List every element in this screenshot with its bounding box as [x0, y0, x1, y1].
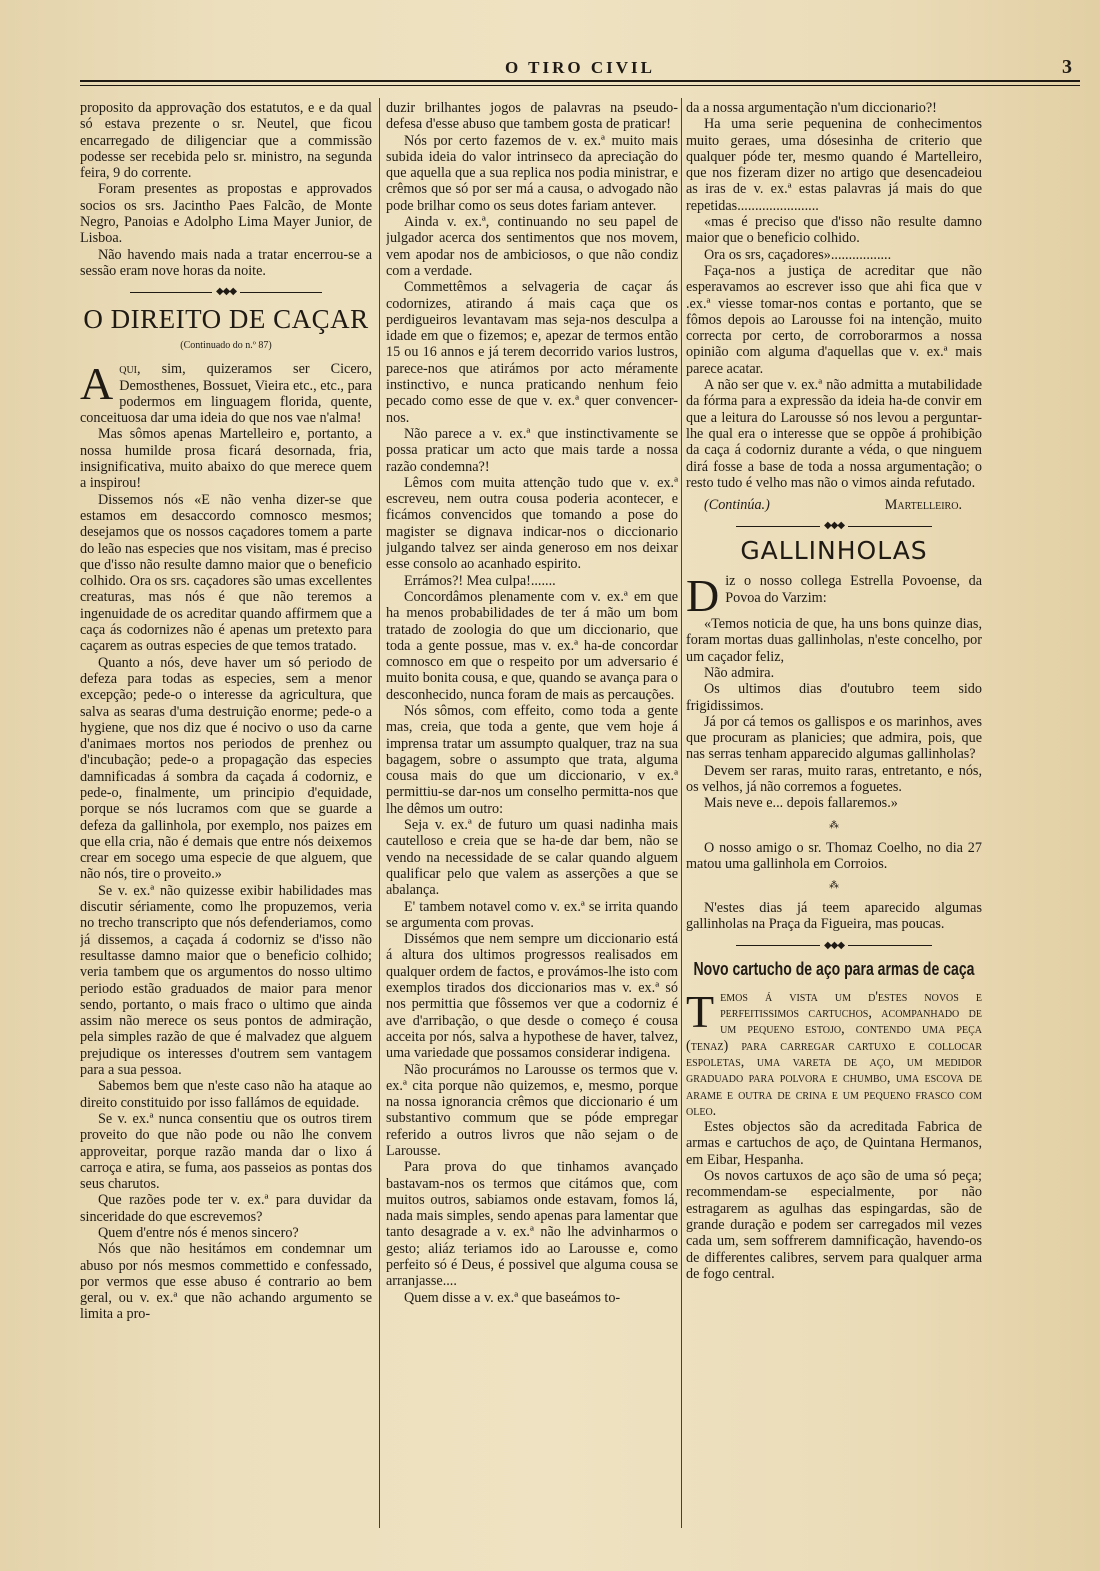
paragraph: Dissemos nós «E não venha dizer-se que estamos em desaccordo comnosco mesmos; desejamos que os nossos caçadores tomem a parte do leão nas especies que nos visitam, mas é preciso que d'isso não resulte damno maior que o beneficio colhido. Ora os srs. caçadores são umas excellentes creaturas, mas nós é que não teremos a ingenuidade de os acreditar quando affirmem que a caça ás codornizes não é apenas um pretexto para caçarem as outras especies de que temos tratado.	[80, 491, 372, 655]
paragraph: Não admira.	[704, 664, 775, 681]
column-1	[80, 100, 372, 1540]
paragraph: Mas sômos apenas Martelleiro e, portanto, a nossa humilde prosa ficará desornada, fria, insignificativa, muito abaixo do que merece quem a inspirou!	[80, 426, 372, 492]
continues-note: (Continúa.)	[704, 497, 770, 514]
paragraph: Devem ser raras, muito raras, entretanto, e nós, os velhos, já não corremos a foguetes.	[686, 762, 982, 795]
column-divider	[681, 98, 682, 1528]
newspaper-title: O TIRO CIVIL	[505, 58, 655, 77]
paragraph: Quem disse a v. ex.ª que baseámos to-	[404, 1289, 621, 1306]
paragraph: Sabemos bem que n'este caso não ha ataque ao direito constituido por isso fallámos de equidade.	[80, 1078, 372, 1111]
paragraph: Que razões pode ter v. ex.ª para duvidar da sinceridade do que escrevemos?	[80, 1192, 372, 1225]
paragraph: Os ultimos dias d'outubro teem sido frigidissimos.	[686, 681, 982, 714]
paragraph: Nós que não hesitámos em condemnar um abuso por nós mesmos commettido e confessado, por vermos que esse abuso é contrario ao bem geral, ou v. ex.ª que não achando argumento se limita a pro-	[80, 1241, 372, 1323]
first-paragraph-text: emos á vista um d'estes novos e perfeitissimos cartuchos, acompanhado de um pequeno estojo, contendo uma peça (tenaz) para carregar cartuxo e collocar espoletas, uma vareta de aço, um medidor graduado para polvora e chumbo, uma escova de arame e outra de crina e um pequeno frasco com oleo.	[686, 988, 982, 1119]
ornament: ◆◆◆	[823, 520, 845, 532]
paragraph: N'estes dias já teem aparecido algumas gallinholas na Praça da Figueira, mas poucas.	[686, 900, 982, 933]
paragraph: A não ser que v. ex.ª não admitta a mutabilidade da fórma para a expressão da ideia ha-de convir em que a leitura do Larousse só nos levou a perguntar-lhe qual era o interesse que se oppõe á prohibição da caça á codorniz durante a véda, o que ninguem dirá fosse a base de toda a nossa argumentação; o resto tudo é velho mas não o vimos ainda refutado.	[686, 377, 982, 491]
paragraph: Nós por certo fazemos de v. ex.ª muito mais subida ideia do valor intrinseco da apreciação do que aquella que a sua replica nos podia ministrar, e crêmos que só por ser má a causa, o advogado não pode brilhar como os seus dotes fariam antever.	[386, 132, 678, 214]
paragraph: Estes objectos são da acreditada Fabrica de armas e cartuchos de aço, de Quintana Hermanos, em Eibar, Hespanha.	[686, 1119, 982, 1168]
page-header	[80, 58, 1080, 88]
author-name: Martelleiro.	[884, 497, 962, 514]
section-stars: ⁂	[829, 819, 839, 831]
paragraph: Não procurámos no Larousse os termos que v. ex.ª cita porque não quizemos, e, mesmo, porque na nossa ignorancia crêmos que diccionario é um substantivo commum que se póde empregar referido a outros livros que não sejam o de Larousse.	[386, 1061, 678, 1159]
paragraph: Commettêmos a selvageria de caçar ás codornizes, atirando á mais caça que os perdigueiros levantavam mas seja-nos desculpa a idade em que o fizemos; e, apezar de termos então 15 ou 16 annos e já terem decorrido varios lustros, parece-nos que atirámos por acto méramente instinctivo, e nunca praticando nenhum feio pecado como esse de que v. ex.ª quer convencer-nos.	[386, 279, 678, 426]
article-heading: O DIREITO DE CAÇAR	[83, 304, 369, 335]
paragraph: «Temos noticia de que, ha uns bons quinze dias, foram mortas duas gallinholas, n'este concelho, por um caçador feliz,	[686, 616, 982, 665]
paragraph: Não parece a v. ex.ª que instinctivamente se possa praticar um acto que mais tarde a nossa razão condemna?!	[386, 425, 678, 475]
first-word: qui,	[119, 361, 141, 378]
first-paragraph	[686, 985, 982, 1119]
paragraph: «mas é preciso que d'isso não resulte damno maior que o beneficio colhido.	[686, 214, 982, 247]
paragraph: O nosso amigo o sr. Thomaz Coelho, no dia 27 matou uma gallinhola em Corroios.	[686, 839, 982, 872]
paragraph: Já por cá temos os gallispos e os marinhos, aves que procuram as planicies; que admira, pois, que nas serras tenham apparecido algumas gallinholas?	[686, 713, 982, 763]
column-divider	[379, 98, 380, 1528]
paragraph: Nós sômos, com effeito, como toda a gente mas, creia, que toda a gente, que vem hoje á imprensa tratar um assumpto qualquer, traz na sua bagagem, sobre o assumpto que trata, alguma cousa mais do que um diccionario, v ex.ª permittiu-se dar-nos um conselho permitta-nos que lhe dêmos um outro:	[386, 702, 678, 817]
paragraph: Se v. ex.ª não quizesse exibir habilidades mas discutir sériamente, como lhe propuzemos, veria no trecho transcripto que nós defenderiamos, como já dissemos, a caçada á codorniz se d'isso não resultasse damno maior que o beneficio colhido; veria tambem que os argumentos do nosso ultimo periodo estão graduados de maior para menor sendo, portanto, o mais fraco o ultimo que ainda assim não merece os seus pontos de admiração, pela simples razão de que é malvadez que alguem prejudique os interesses d'outrem sem vantagem para a sua pessoa.	[80, 882, 372, 1079]
paragraph: Ainda v. ex.ª, continuando no seu papel de julgador acerca dos sentimentos que nos movem, vem apodar nos de ambiciosos, o que não condiz com a verdade.	[386, 214, 678, 279]
article-heading: GALLINHOLAS	[740, 536, 928, 566]
drop-cap: D	[686, 570, 720, 622]
drop-cap: A	[80, 358, 114, 410]
header-rule	[80, 80, 1080, 82]
column-3	[686, 100, 982, 1540]
article-signature	[686, 497, 982, 513]
article-heading: Novo cartucho de aço para armas de caça	[693, 958, 975, 979]
paragraph: Se v. ex.ª nunca consentiu que os outros tirem proveito do que não pode ou não lhe convem approveitar, porque razão manda dar o lixo á carroça e atira, se fuma, aos passeios as pontas dos seus charutos.	[80, 1110, 372, 1193]
paragraph: Seja v. ex.ª de futuro um quasi nadinha mais cautelloso e creia que se ha-de dar bem, não se vendo na necessidade de se calar quando alguem qualificar pelo que valem as asserções a que se abalança.	[386, 817, 678, 899]
paragraph: Errámos?! Mea culpa!.......	[404, 572, 556, 589]
ornament-divider	[130, 287, 322, 297]
first-paragraph	[686, 570, 982, 622]
continuation-note: (Continuado do n.º 87)	[180, 340, 272, 352]
paragraph: Faça-nos a justiça de acreditar que não esperavamos ao escrever isso que ahi fica que v .ex.ª viesse tomar-nos contas e portanto, que se fômos depois ao Larousse foi na intenção, muito correcta por certo, de corroborarmos a nossa opinião com alguma d'aquellas que v. ex.ª mais parece acatar.	[686, 262, 982, 377]
paragraph: Ora os srs, caçadores».................	[704, 246, 892, 263]
paragraph: Dissémos que nem sempre um diccionario está á altura dos ultimos progressos realisados em qualquer ordem de factos, e provámos-lhe isto com exemplos tirados dos diccionarios mas v. ex.ª só nos permittia que fôssemos ver que a codorniz é ave d'arribação, o que desde o começo é cousa acceita por nós, salva a hypothese de haver, talvez, uma variedade que possamos considerar indigena.	[386, 931, 678, 1062]
paragraph: duzir brilhantes jogos de palavras na pseudo-defesa d'esse abuso que tambem gosta de praticar!	[386, 100, 678, 133]
paragraph: Para prova do que tinhamos avançado bastavam-nos os termos que citámos que, com muitos outros, sabiamos onde estavam, fomos lá, nada mais simples, sendo apenas para lamentar que tanto desagrade a v. ex.ª não lhe advinharmos o gesto; aliáz teriamos ido ao Larousse e, como perfeito só é Deus, é possivel que alguma cousa se arranjasse....	[386, 1159, 678, 1290]
paragraph: Mais neve e... depois fallaremos.»	[704, 795, 898, 812]
ornament: ◆◆◆	[823, 939, 845, 951]
paragraph: da a nossa argumentação n'um diccionario?!	[686, 100, 937, 116]
paragraph: proposito da approvação dos estatutos, e e da qual só estava prezente o sr. Neutel, que ficou encarregado de diligenciar que a commissão podesse ser recebida pelo sr. ministro, na segunda feira, 9 do corrente.	[80, 100, 372, 182]
first-paragraph-text: sim, quizeramos ser Cicero, Demosthenes, Bossuet, Vieira etc., etc., para podermos em linguagem florida, quente, conceituosa dar uma ideia do que nos vae n'alma!	[80, 361, 372, 427]
section-stars: ⁂	[829, 880, 839, 892]
column-2	[386, 100, 678, 1540]
ornament-divider	[736, 521, 932, 531]
paragraph: Os novos cartuxos de aço são de uma só peça; recommendam-se especialmente, por não estragarem as agulhas das espingardas, são de grande duração e podem ser carregados mil vezes cada um, sem soffrerem damnificação, havendo-os de differentes calibres, servem para qualquer arma de fogo central.	[686, 1168, 982, 1282]
first-paragraph	[80, 358, 372, 427]
paragraph: Quanto a nós, deve haver um só periodo de defeza para todas as especies, sem a menor excepção; pede-o o interesse da agricultura, que salva as searas d'uma destruição enorme; pede-o a hygiene, que nos diz que é nocivo o uso da carne d'animaes mortos nos periodos de prenhez ou d'incubação; pede-o a propagação das especies damnificadas á sombra da caçada á codorniz, e pede-o, finalmente, um principio d'equidade, porque se nós lucramos com que se guarde a defeza da gallinhola, por exemplo, nos paizes em que ella cria, não é demais que entre nós deixemos crear em socego uma especie de que alguem, que não nós, tire o proveito.»	[80, 654, 372, 883]
paragraph: E' tambem notavel como v. ex.ª se irrita quando se argumenta com provas.	[386, 898, 678, 931]
paragraph: Concordâmos plenamente com v. ex.ª em que ha menos probabilidades de ter á mão um bom tratado de zoologia do que um diccionario, que toda a gente possue, mas v. ex.ª ha-de concordar comnosco em que o respeito por um adversario é muito bonita cousa, e que, quando se avança para o desconhecido, nunca foram de mais as percauções.	[386, 588, 678, 703]
paragraph: Lêmos com muita attenção tudo que v. ex.ª escreveu, nem outra cousa poderia acontecer, e ficámos convencidos que tomando a pose do magister se dignava indicar-nos o diccionario julgando talvez ser ainda generoso em nos deixar esse consolo ao acanhado espirito.	[386, 474, 678, 573]
first-paragraph-text: iz o nosso collega Estrella Povoense, da Povoa do Varzim:	[725, 573, 982, 606]
paragraph: Ha uma serie pequenina de conhecimentos muito geraes, uma dósesinha de criterio que qualquer póde ter, mesmo quando é Martelleiro, que nos fizeram dizer no artigo que desencadeiou as iras de v. ex.ª estas palavras já mais do que repetidas.......................	[686, 116, 982, 214]
page-number: 3	[1062, 56, 1072, 78]
paragraph: Não havendo mais nada a tratar encerrou-se a sessão eram nove horas da noite.	[80, 246, 372, 279]
ornament-divider	[736, 941, 932, 951]
ornament: ◆◆◆	[215, 286, 237, 298]
paragraph: Quem d'entre nós é menos sincero?	[98, 1225, 299, 1241]
header-rule-thin	[80, 85, 1080, 86]
paragraph: Foram presentes as propostas e approvados socios os srs. Jacintho Paes Falcão, de Monte Negro, Panoias e Adolpho Lima Mayer Junior, de Lisboa.	[80, 181, 372, 247]
drop-cap: T	[686, 985, 715, 1037]
